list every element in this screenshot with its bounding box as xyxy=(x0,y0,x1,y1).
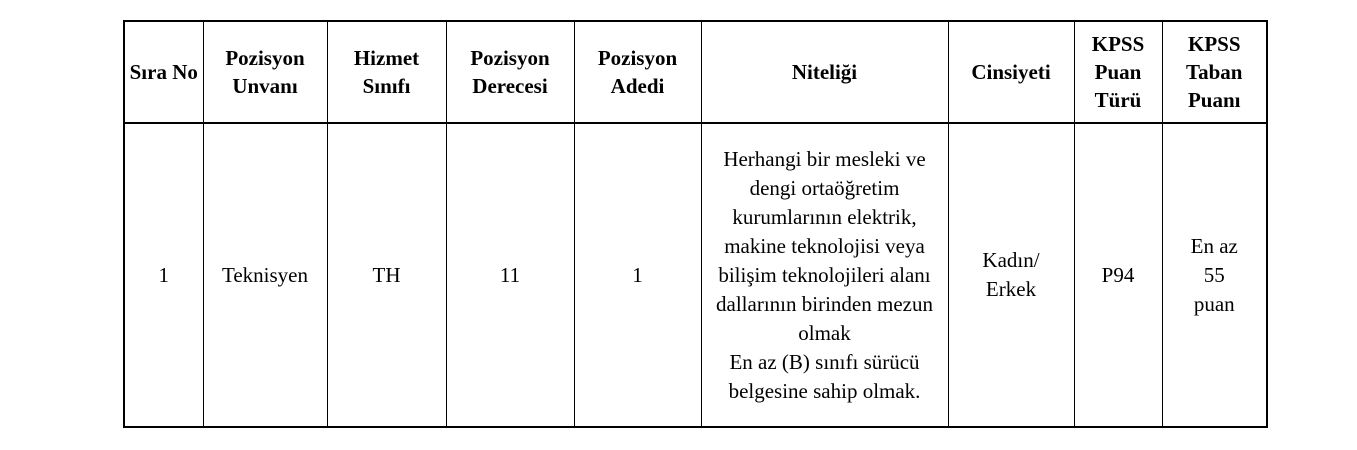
taban-puani-line-3: puan xyxy=(1193,291,1235,316)
table-header-row xyxy=(124,21,1267,123)
cell-hizmet-sinifi: TH xyxy=(327,123,446,427)
taban-puani-line-2: 55 xyxy=(1203,262,1225,287)
taban-puani-line-1: En az xyxy=(1190,233,1238,258)
cell-kpss-puan-turu: P94 xyxy=(1074,123,1162,427)
cell-sira-no: 1 xyxy=(124,123,203,427)
cinsiyeti-line-1: Kadın/ xyxy=(982,248,1040,272)
cell-kpss-taban-puani xyxy=(1162,123,1267,427)
header-kpss-puan-turu: KPSS Puan Türü xyxy=(1074,21,1162,123)
header-hizmet-sinifi: Hizmet Sınıfı xyxy=(327,21,446,123)
cinsiyeti-line-2: Erkek xyxy=(985,277,1037,301)
header-niteligi: Niteliği xyxy=(701,21,948,123)
cell-pozisyon-adedi: 1 xyxy=(574,123,701,427)
header-pozisyon-derecesi: Pozisyon Derecesi xyxy=(446,21,574,123)
cell-cinsiyeti xyxy=(948,123,1074,427)
header-cinsiyeti: Cinsiyeti xyxy=(948,21,1074,123)
cell-pozisyon-derecesi: 11 xyxy=(446,123,574,427)
header-sira-no: Sıra No xyxy=(124,21,203,123)
cell-niteligi xyxy=(701,123,948,427)
niteligi-requirement-education: Herhangi bir mesleki ve dengi ortaöğretim kurumlarının elektrik, makine teknolojisi veya bilişim teknolojileri alanı dallarının birinden mezun olmak xyxy=(716,146,933,345)
table-row xyxy=(124,123,1267,427)
cell-pozisyon-unvani: Teknisyen xyxy=(203,123,327,427)
header-kpss-taban-puani: KPSS Taban Puanı xyxy=(1162,21,1267,123)
position-table xyxy=(123,20,1268,428)
header-pozisyon-unvani: Pozisyon Unvanı xyxy=(203,21,327,123)
niteligi-requirement-license: En az (B) sınıfı sürücü belgesine sahip olmak. xyxy=(728,349,921,403)
header-pozisyon-adedi: Pozisyon Adedi xyxy=(574,21,701,123)
